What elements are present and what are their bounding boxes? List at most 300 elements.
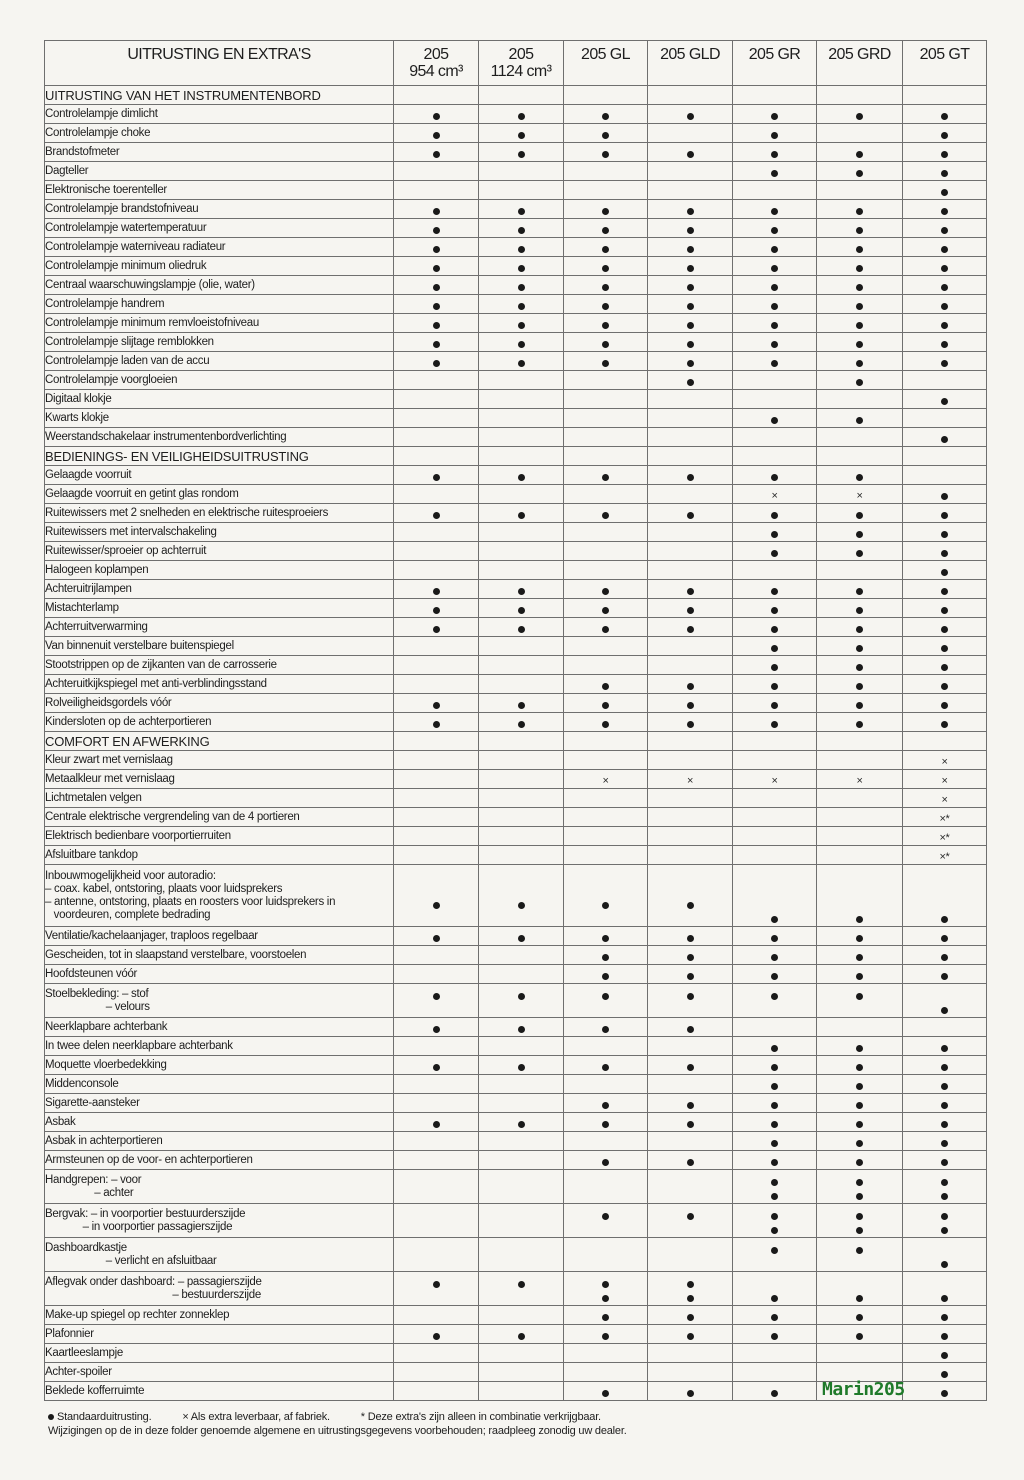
table-row bbox=[45, 827, 987, 846]
availability-cell bbox=[479, 1238, 564, 1272]
section-title: UITRUSTING VAN HET INSTRUMENTENBORD bbox=[45, 86, 394, 105]
standard-dot-icon bbox=[518, 360, 525, 367]
standard-dot-icon bbox=[433, 360, 440, 367]
availability-cell bbox=[903, 1151, 987, 1170]
availability-cell bbox=[903, 371, 987, 390]
availability-cell bbox=[564, 1151, 648, 1170]
feature-label-line: Inbouwmogelijkheid voor autoradio: bbox=[45, 869, 216, 882]
table-row bbox=[45, 333, 987, 352]
availability-cell bbox=[817, 466, 903, 485]
standard-dot-icon bbox=[941, 1007, 948, 1014]
standard-dot-icon bbox=[687, 683, 694, 690]
availability-cell bbox=[733, 1382, 817, 1401]
mark-line bbox=[394, 870, 478, 884]
availability-cell bbox=[564, 827, 648, 846]
availability-cell bbox=[564, 656, 648, 675]
availability-cell bbox=[817, 124, 903, 143]
standard-dot-icon bbox=[433, 265, 440, 272]
availability-cell bbox=[733, 542, 817, 561]
availability-cell bbox=[394, 561, 479, 580]
feature-label bbox=[45, 181, 394, 200]
availability-cell bbox=[648, 523, 733, 542]
availability-cell bbox=[903, 466, 987, 485]
standard-dot-icon bbox=[602, 132, 609, 139]
availability-cell bbox=[648, 143, 733, 162]
availability-cell bbox=[648, 827, 733, 846]
availability-cell bbox=[733, 333, 817, 352]
availability-cell bbox=[564, 580, 648, 599]
feature-label-line: Elektronische toerenteller bbox=[45, 183, 167, 196]
availability-cell bbox=[903, 542, 987, 561]
standard-dot-icon bbox=[433, 626, 440, 633]
availability-cell bbox=[817, 965, 903, 984]
availability-cell bbox=[648, 656, 733, 675]
availability-cell bbox=[564, 124, 648, 143]
availability-cell bbox=[817, 238, 903, 257]
standard-dot-icon bbox=[687, 284, 694, 291]
feature-label bbox=[45, 713, 394, 732]
standard-dot-icon bbox=[687, 588, 694, 595]
table-row bbox=[45, 295, 987, 314]
feature-label-line: Beklede kofferruimte bbox=[45, 1384, 145, 1397]
feature-label-line: – achter bbox=[45, 1186, 134, 1199]
feature-label-line: – antenne, ontstoring, plaats en roosters voor luidsprekers in bbox=[45, 895, 336, 908]
feature-label-line: Dashboardkastje bbox=[45, 1241, 127, 1254]
mark-line bbox=[394, 1003, 478, 1017]
availability-cell bbox=[564, 466, 648, 485]
availability-cell bbox=[648, 1018, 733, 1037]
standard-dot-icon bbox=[518, 626, 525, 633]
standard-dot-icon bbox=[602, 1333, 609, 1340]
availability-cell bbox=[479, 276, 564, 295]
feature-label bbox=[45, 162, 394, 181]
table-row bbox=[45, 618, 987, 637]
feature-label bbox=[45, 257, 394, 276]
feature-label bbox=[45, 314, 394, 333]
standard-dot-icon bbox=[771, 702, 778, 709]
mark-line bbox=[648, 912, 732, 926]
availability-cell bbox=[648, 1204, 733, 1238]
availability-cell bbox=[817, 1306, 903, 1325]
mark-line bbox=[817, 1209, 902, 1223]
availability-cell bbox=[479, 599, 564, 618]
mark-line bbox=[903, 1257, 986, 1271]
availability-cell bbox=[648, 504, 733, 523]
availability-cell bbox=[479, 314, 564, 333]
standard-dot-icon bbox=[687, 954, 694, 961]
availability-cell bbox=[394, 1204, 479, 1238]
standard-dot-icon bbox=[518, 1281, 525, 1288]
availability-cell bbox=[479, 485, 564, 504]
feature-label bbox=[45, 580, 394, 599]
standard-dot-icon bbox=[518, 512, 525, 519]
model-name: 205 bbox=[508, 46, 534, 63]
availability-cell bbox=[564, 675, 648, 694]
feature-label-line: Brandstofmeter bbox=[45, 145, 120, 158]
model-header bbox=[479, 41, 564, 86]
availability-cell bbox=[564, 1056, 648, 1075]
availability-cell bbox=[903, 1132, 987, 1151]
availability-cell bbox=[394, 1151, 479, 1170]
availability-cell bbox=[479, 1170, 564, 1204]
standard-dot-icon bbox=[856, 607, 863, 614]
feature-label bbox=[45, 523, 394, 542]
standard-dot-icon bbox=[941, 721, 948, 728]
standard-dot-icon bbox=[941, 531, 948, 538]
availability-cell bbox=[479, 371, 564, 390]
availability-cell bbox=[564, 1132, 648, 1151]
standard-dot-icon bbox=[433, 702, 440, 709]
standard-dot-icon bbox=[941, 189, 948, 196]
availability-cell bbox=[733, 846, 817, 865]
standard-dot-icon bbox=[602, 683, 609, 690]
availability-cell bbox=[817, 1344, 903, 1363]
table-row bbox=[45, 713, 987, 732]
watermark-stamp: Marin205 bbox=[822, 1379, 905, 1400]
availability-cell bbox=[903, 143, 987, 162]
standard-dot-icon bbox=[941, 1193, 948, 1200]
availability-cell bbox=[394, 143, 479, 162]
availability-cell bbox=[564, 352, 648, 371]
mark-line bbox=[733, 1003, 816, 1017]
feature-label bbox=[45, 1132, 394, 1151]
optional-cross-icon: × bbox=[941, 775, 948, 787]
legend bbox=[48, 1410, 629, 1424]
standard-dot-icon bbox=[941, 1371, 948, 1378]
availability-cell bbox=[817, 1056, 903, 1075]
availability-cell bbox=[648, 485, 733, 504]
availability-cell bbox=[817, 1037, 903, 1056]
availability-cell bbox=[903, 333, 987, 352]
availability-cell bbox=[733, 808, 817, 827]
mark-line bbox=[479, 912, 563, 926]
feature-label-line: – in voorportier passagierszijde bbox=[45, 1220, 233, 1233]
standard-dot-icon bbox=[687, 973, 694, 980]
availability-cell bbox=[648, 1363, 733, 1382]
standard-dot-icon bbox=[771, 1102, 778, 1109]
feature-label-line: Sigarette-aansteker bbox=[45, 1096, 140, 1109]
mark-line bbox=[903, 1223, 986, 1237]
feature-label-line: Weerstandschakelaar instrumentenbordverlichting bbox=[45, 430, 287, 443]
availability-cell bbox=[733, 1151, 817, 1170]
availability-cell bbox=[733, 162, 817, 181]
legend-standard: Standaarduitrusting. bbox=[57, 1411, 152, 1423]
mark-line bbox=[903, 1189, 986, 1203]
table-row bbox=[45, 1113, 987, 1132]
availability-cell bbox=[648, 1151, 733, 1170]
availability-cell bbox=[733, 965, 817, 984]
availability-cell bbox=[733, 1325, 817, 1344]
optional-cross-icon: × bbox=[856, 490, 863, 502]
table-row bbox=[45, 561, 987, 580]
availability-cell bbox=[733, 352, 817, 371]
feature-label-line: Asbak in achterportieren bbox=[45, 1134, 163, 1147]
table-row bbox=[45, 523, 987, 542]
standard-dot-icon bbox=[602, 973, 609, 980]
availability-cell bbox=[394, 808, 479, 827]
availability-cell bbox=[479, 965, 564, 984]
availability-cell bbox=[564, 409, 648, 428]
empty-cell bbox=[733, 447, 817, 466]
mark-line bbox=[564, 870, 647, 884]
mark-line bbox=[903, 1003, 986, 1017]
mark-line bbox=[564, 1291, 647, 1305]
feature-label bbox=[45, 789, 394, 808]
table-row bbox=[45, 1037, 987, 1056]
standard-dot-icon bbox=[941, 1261, 948, 1268]
availability-cell bbox=[394, 751, 479, 770]
feature-label-line: In twee delen neerklapbare achterbank bbox=[45, 1039, 233, 1052]
standard-dot-icon bbox=[518, 1121, 525, 1128]
section-title: COMFORT EN AFWERKING bbox=[45, 732, 394, 751]
availability-cell bbox=[394, 580, 479, 599]
standard-dot-icon bbox=[602, 1159, 609, 1166]
availability-cell bbox=[648, 428, 733, 447]
availability-cell bbox=[903, 1363, 987, 1382]
mark-line bbox=[817, 1257, 902, 1271]
table-row bbox=[45, 927, 987, 946]
empty-cell bbox=[817, 732, 903, 751]
availability-cell bbox=[733, 105, 817, 124]
availability-cell bbox=[648, 808, 733, 827]
availability-cell bbox=[733, 599, 817, 618]
standard-dot-icon bbox=[941, 645, 948, 652]
mark-line bbox=[648, 1003, 732, 1017]
standard-dot-icon bbox=[941, 170, 948, 177]
availability-cell bbox=[733, 428, 817, 447]
standard-dot-icon bbox=[602, 113, 609, 120]
availability-cell bbox=[564, 295, 648, 314]
standard-dot-icon bbox=[771, 1179, 778, 1186]
standard-dot-icon bbox=[518, 284, 525, 291]
availability-cell bbox=[733, 276, 817, 295]
availability-cell bbox=[394, 846, 479, 865]
feature-label-line: Armsteunen op de voor- en achterportieren bbox=[45, 1153, 253, 1166]
model-name: 205 GRD bbox=[828, 46, 891, 63]
availability-cell bbox=[903, 1325, 987, 1344]
mark-line bbox=[564, 1209, 647, 1223]
empty-cell bbox=[479, 732, 564, 751]
availability-cell bbox=[394, 675, 479, 694]
availability-cell bbox=[733, 1238, 817, 1272]
standard-dot-icon bbox=[941, 1140, 948, 1147]
mark-line bbox=[564, 1277, 647, 1291]
availability-cell bbox=[479, 927, 564, 946]
mark-line bbox=[733, 989, 816, 1003]
feature-label bbox=[45, 371, 394, 390]
availability-cell bbox=[648, 751, 733, 770]
availability-cell bbox=[817, 314, 903, 333]
mark-line bbox=[564, 898, 647, 912]
availability-cell bbox=[903, 314, 987, 333]
availability-cell bbox=[733, 200, 817, 219]
availability-cell bbox=[817, 656, 903, 675]
availability-cell bbox=[479, 257, 564, 276]
availability-cell bbox=[733, 1018, 817, 1037]
feature-label bbox=[45, 1075, 394, 1094]
standard-dot-icon bbox=[602, 246, 609, 253]
availability-cell bbox=[648, 1132, 733, 1151]
legend-combo: * Deze extra's zijn alleen in combinatie verkrijgbaar. bbox=[360, 1411, 601, 1423]
standard-dot-icon bbox=[941, 683, 948, 690]
model-name: 205 GLD bbox=[660, 46, 720, 63]
availability-cell bbox=[817, 428, 903, 447]
availability-cell bbox=[479, 808, 564, 827]
availability-cell bbox=[903, 485, 987, 504]
availability-cell bbox=[394, 409, 479, 428]
standard-dot-icon bbox=[856, 1045, 863, 1052]
availability-cell bbox=[564, 219, 648, 238]
standard-dot-icon bbox=[518, 132, 525, 139]
mark-line bbox=[733, 1175, 816, 1189]
mark-line bbox=[564, 1003, 647, 1017]
table-row bbox=[45, 865, 987, 927]
standard-dot-icon bbox=[433, 341, 440, 348]
empty-cell bbox=[394, 732, 479, 751]
availability-cell bbox=[903, 504, 987, 523]
table-row bbox=[45, 1170, 987, 1204]
feature-label-line: Mistachterlamp bbox=[45, 601, 119, 614]
table-row bbox=[45, 409, 987, 428]
standard-dot-icon bbox=[941, 132, 948, 139]
table-row bbox=[45, 637, 987, 656]
availability-cell bbox=[733, 504, 817, 523]
availability-cell bbox=[479, 637, 564, 656]
availability-cell bbox=[817, 1151, 903, 1170]
availability-cell bbox=[479, 162, 564, 181]
table-row bbox=[45, 466, 987, 485]
model-capacity: 1124 cm³ bbox=[490, 63, 552, 80]
feature-label-line: Moquette vloerbedekking bbox=[45, 1058, 167, 1071]
standard-dot-icon bbox=[941, 973, 948, 980]
feature-label bbox=[45, 561, 394, 580]
standard-dot-icon bbox=[602, 607, 609, 614]
standard-dot-icon bbox=[518, 322, 525, 329]
standard-dot-icon bbox=[771, 664, 778, 671]
availability-cell bbox=[648, 257, 733, 276]
feature-label-line: Centraal waarschuwingslampje (olie, water) bbox=[45, 278, 255, 291]
mark-line bbox=[733, 912, 816, 926]
availability-cell bbox=[817, 1238, 903, 1272]
availability-cell bbox=[903, 637, 987, 656]
standard-dot-icon bbox=[518, 113, 525, 120]
section-row bbox=[45, 732, 987, 751]
availability-cell bbox=[903, 390, 987, 409]
feature-label-line: Dagteller bbox=[45, 164, 89, 177]
standard-dot-icon bbox=[518, 341, 525, 348]
availability-cell bbox=[903, 1204, 987, 1238]
standard-dot-icon bbox=[518, 1333, 525, 1340]
availability-cell bbox=[394, 865, 479, 927]
availability-cell bbox=[733, 485, 817, 504]
standard-dot-icon bbox=[771, 1295, 778, 1302]
standard-dot-icon bbox=[518, 1064, 525, 1071]
standard-dot-icon bbox=[856, 379, 863, 386]
standard-dot-icon bbox=[771, 626, 778, 633]
availability-cell bbox=[564, 257, 648, 276]
standard-dot-icon bbox=[602, 1314, 609, 1321]
empty-cell bbox=[648, 86, 733, 105]
availability-cell bbox=[903, 1238, 987, 1272]
availability-cell bbox=[903, 162, 987, 181]
availability-cell bbox=[564, 1075, 648, 1094]
availability-cell bbox=[394, 1170, 479, 1204]
feature-label bbox=[45, 865, 394, 927]
availability-cell bbox=[817, 390, 903, 409]
standard-dot-icon bbox=[518, 721, 525, 728]
availability-cell bbox=[648, 713, 733, 732]
mark-line bbox=[817, 1003, 902, 1017]
availability-cell bbox=[648, 314, 733, 333]
feature-label-line: Neerklapbare achterbank bbox=[45, 1020, 168, 1033]
model-header bbox=[733, 41, 817, 86]
availability-cell bbox=[394, 219, 479, 238]
availability-cell bbox=[817, 371, 903, 390]
availability-cell bbox=[394, 1306, 479, 1325]
feature-label bbox=[45, 333, 394, 352]
standard-dot-icon bbox=[856, 246, 863, 253]
standard-dot-icon bbox=[941, 322, 948, 329]
standard-dot-icon bbox=[433, 303, 440, 310]
feature-label-line: Controlelampje choke bbox=[45, 126, 151, 139]
availability-cell bbox=[733, 1363, 817, 1382]
feature-label bbox=[45, 927, 394, 946]
empty-cell bbox=[817, 86, 903, 105]
feature-label-line: – verlicht en afsluitbaar bbox=[45, 1254, 217, 1267]
standard-dot-icon bbox=[941, 1064, 948, 1071]
table-row bbox=[45, 276, 987, 295]
table-row bbox=[45, 946, 987, 965]
mark-line bbox=[733, 1257, 816, 1271]
feature-label bbox=[45, 485, 394, 504]
availability-cell bbox=[648, 181, 733, 200]
mark-line bbox=[394, 912, 478, 926]
standard-dot-icon bbox=[771, 1213, 778, 1220]
availability-cell bbox=[817, 143, 903, 162]
mark-line bbox=[733, 1243, 816, 1257]
mark-line bbox=[903, 1291, 986, 1305]
mark-line bbox=[648, 989, 732, 1003]
availability-cell bbox=[648, 865, 733, 927]
standard-dot-icon bbox=[602, 512, 609, 519]
equipment-table bbox=[44, 40, 987, 1401]
feature-label-line: Controlelampje minimum remvloeistofniveau bbox=[45, 316, 259, 329]
mark-line bbox=[733, 1189, 816, 1203]
standard-dot-icon bbox=[687, 265, 694, 272]
availability-cell bbox=[564, 428, 648, 447]
feature-label-line: Handgrepen: – voor bbox=[45, 1173, 142, 1186]
availability-cell bbox=[394, 181, 479, 200]
feature-label bbox=[45, 946, 394, 965]
table-title: UITRUSTING EN EXTRA'S bbox=[45, 41, 394, 86]
feature-label-line: Controlelampje minimum oliedruk bbox=[45, 259, 207, 272]
standard-dot-icon bbox=[856, 360, 863, 367]
availability-cell bbox=[648, 124, 733, 143]
standard-dot-icon bbox=[771, 170, 778, 177]
standard-dot-icon bbox=[518, 993, 525, 1000]
standard-dot-icon bbox=[941, 626, 948, 633]
availability-cell bbox=[817, 1325, 903, 1344]
availability-cell bbox=[817, 219, 903, 238]
availability-cell bbox=[564, 770, 648, 789]
availability-cell bbox=[564, 1238, 648, 1272]
availability-cell bbox=[903, 675, 987, 694]
availability-cell bbox=[733, 751, 817, 770]
availability-cell bbox=[903, 808, 987, 827]
mark-line bbox=[648, 870, 732, 884]
feature-label-line: Gelaagde voorruit bbox=[45, 468, 132, 481]
mark-line bbox=[903, 1243, 986, 1257]
